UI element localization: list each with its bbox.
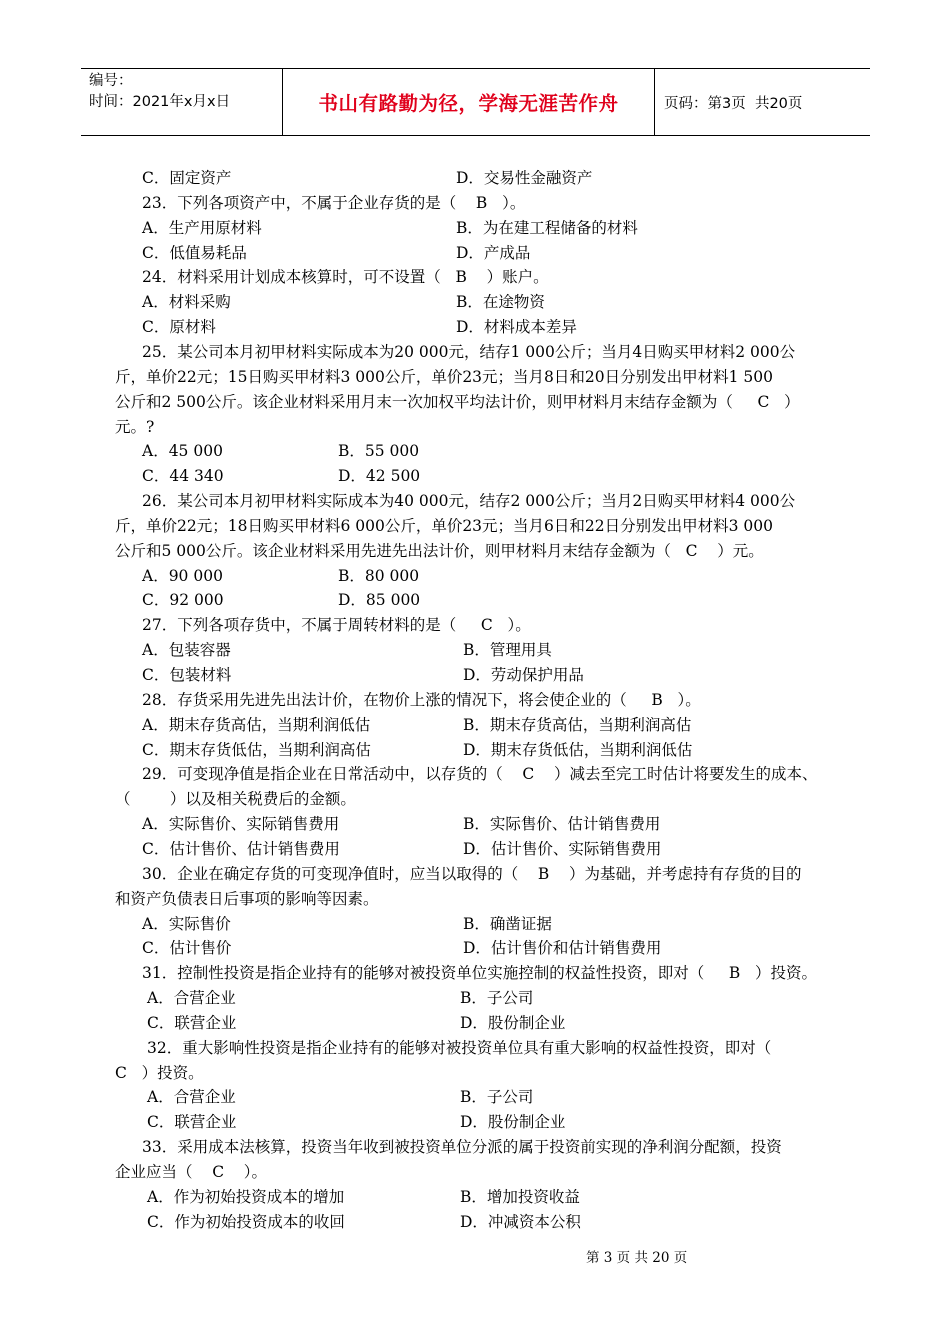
option-row	[0, 1110, 950, 1135]
option-row	[0, 713, 950, 738]
text-line: 28．存货采用先进先出法计价，在物价上涨的情况下，将会使企业的（ B ）。	[142, 690, 701, 709]
text-line: （ ）以及相关税费后的金额。	[115, 790, 356, 809]
question-text-line	[0, 887, 950, 912]
header-meta	[81, 69, 283, 135]
text-line: 和资产负债表日后事项的影响等因素。	[115, 889, 379, 908]
option-row	[0, 439, 950, 464]
option-right: B．在途物资	[456, 293, 545, 312]
text-line: 斤，单价22元；15日购买甲材料3 000公斤，单价23元；当月8日和20日分别发出甲材料1 500	[115, 367, 774, 386]
question-text-line	[0, 688, 950, 713]
option-row	[0, 290, 950, 315]
option-left: A．生产用原材料	[142, 218, 262, 237]
option-left: A．实际售价、实际销售费用	[142, 815, 340, 834]
option-left: A．45 000	[142, 442, 223, 461]
option-row	[0, 738, 950, 763]
option-row	[0, 912, 950, 937]
header-page-info: 页码：第3页 共20页	[664, 95, 803, 112]
option-left: C．期末存货低估，当期利润高估	[142, 740, 371, 759]
option-left: C．低值易耗品	[142, 243, 247, 262]
text-line: 公斤和5 000公斤。该企业材料采用先进先出法计价，则甲材料月末结存金额为（ C ）元。	[115, 541, 764, 560]
option-right: D．股份制企业	[460, 1113, 566, 1132]
option-right: D．85 000	[338, 591, 421, 610]
text-line: 公斤和2 500公斤。该企业材料采用月末一次加权平均法计价，则甲材料月末结存金额为（ C ）	[115, 392, 800, 411]
option-left: C．44 340	[142, 467, 224, 486]
option-row	[0, 638, 950, 663]
question-text-line	[0, 514, 950, 539]
text-line: 31．控制性投资是指企业持有的能够对被投资单位实施控制的权益性投资，即对（ B ）投资。	[142, 964, 818, 983]
option-right: B．期末存货高估，当期利润高估	[463, 715, 692, 734]
option-row	[0, 986, 950, 1011]
option-row	[0, 241, 950, 266]
text-line: 32．重大影响性投资是指企业持有的能够对被投资单位具有重大影响的权益性投资，即对（	[147, 1038, 772, 1057]
text-line: 30．企业在确定存货的可变现净值时，应当以取得的（ B ）为基础，并考虑持有存货的目的	[142, 864, 802, 883]
text-line: 26．某公司本月初甲材料实际成本为40 000元，结存2 000公斤；当月2日购买甲材料4 000公	[142, 492, 796, 511]
text-line: 24．材料采用计划成本核算时，可不设置（ B ）账户。	[142, 268, 549, 287]
question-text-line	[0, 862, 950, 887]
option-right: D．劳动保护用品	[463, 666, 584, 684]
option-row	[0, 663, 950, 688]
option-left: A．包装容器	[142, 641, 231, 660]
document-header	[81, 68, 870, 136]
option-left: C．原材料	[142, 318, 216, 337]
question-text-line	[0, 1061, 950, 1086]
text-line: 27．下列各项存货中，不属于周转材料的是（ C ）。	[142, 616, 531, 635]
document-date: 时间：2021年x月x日	[89, 94, 231, 110]
question-text-line	[0, 539, 950, 564]
option-right: B．子公司	[460, 1088, 534, 1107]
text-line: 企业应当（ C ）。	[115, 1163, 268, 1181]
option-right: B．80 000	[338, 566, 420, 585]
question-text-line	[0, 489, 950, 514]
text-line: C ）投资。	[115, 1063, 204, 1082]
question-text-line	[0, 1135, 950, 1160]
option-right: D．材料成本差异	[456, 318, 577, 337]
question-text-line	[0, 762, 950, 787]
question-text-line	[0, 787, 950, 812]
option-right: D．交易性金融资产	[456, 169, 593, 187]
option-row	[0, 464, 950, 489]
footer-page-number: 第 3 页 共 20 页	[586, 1250, 688, 1266]
question-text-line	[0, 365, 950, 390]
option-left: A．合营企业	[147, 1088, 236, 1107]
option-right: B．增加投资收益	[460, 1187, 580, 1206]
option-left: C．估计售价	[142, 939, 232, 958]
option-left: C．估计售价、估计销售费用	[142, 839, 340, 858]
option-right: D．冲减资本公积	[460, 1212, 581, 1231]
question-text-line	[0, 961, 950, 986]
question-text-line	[0, 390, 950, 415]
question-text-line	[0, 613, 950, 638]
option-left: C．作为初始投资成本的收回	[147, 1212, 345, 1231]
option-left: A．合营企业	[147, 989, 236, 1008]
option-right: D．产成品	[456, 243, 531, 262]
question-text-line	[0, 1160, 950, 1185]
option-row	[0, 936, 950, 961]
option-left: A．作为初始投资成本的增加	[147, 1187, 345, 1206]
text-line: 33．采用成本法核算，投资当年收到被投资单位分派的属于投资前实现的净利润分配额，投资	[142, 1138, 782, 1157]
option-row	[0, 812, 950, 837]
option-left: C．联营企业	[147, 1113, 237, 1132]
option-right: B．管理用具	[463, 641, 552, 660]
option-row	[0, 564, 950, 589]
option-right: D．估计售价、实际销售费用	[463, 839, 662, 858]
option-row	[0, 166, 950, 191]
option-left: C．包装材料	[142, 666, 232, 684]
option-row	[0, 315, 950, 340]
option-row	[0, 837, 950, 862]
text-line: 斤，单价22元；18日购买甲材料6 000公斤，单价23元；当月6日和22日分别发出甲材料3 000	[115, 516, 774, 535]
option-left: A．实际售价	[142, 914, 231, 933]
option-right: D．股份制企业	[460, 1013, 566, 1032]
option-right: B．实际售价、估计销售费用	[463, 815, 661, 834]
document-number-label: 编号：	[89, 73, 133, 89]
option-row	[0, 1011, 950, 1036]
option-left: A．90 000	[142, 566, 223, 585]
question-text-line	[0, 265, 950, 290]
option-left: C．92 000	[142, 591, 224, 610]
option-left: C．固定资产	[142, 169, 232, 187]
option-right: D．期末存货低估，当期利润低估	[463, 740, 693, 759]
option-right: B．子公司	[460, 989, 534, 1008]
text-line: 元。?	[115, 417, 155, 436]
option-left: A．期末存货高估，当期利润低估	[142, 715, 371, 734]
option-right: B．为在建工程储备的材料	[456, 218, 638, 237]
option-row	[0, 1085, 950, 1110]
option-row	[0, 216, 950, 241]
question-text-line	[0, 1036, 950, 1061]
option-right: B．确凿证据	[463, 914, 552, 933]
question-text-line	[0, 340, 950, 365]
option-left: C．联营企业	[147, 1013, 237, 1032]
text-line: 29．可变现净值是指企业在日常活动中，以存货的（ C ）减去至完工时估计将要发生的成本、	[142, 765, 818, 784]
question-text-line	[0, 415, 950, 440]
text-line: 23．下列各项资产中，不属于企业存货的是（ B ）。	[142, 193, 526, 212]
header-motto: 书山有路勤为径，学海无涯苦作舟	[283, 69, 655, 135]
option-right: B．55 000	[338, 442, 420, 461]
option-right: D．42 500	[338, 467, 421, 486]
option-row	[0, 588, 950, 613]
option-row	[0, 1210, 950, 1235]
question-text-line	[0, 191, 950, 216]
option-row	[0, 1185, 950, 1210]
text-line: 25．某公司本月初甲材料实际成本为20 000元，结存1 000公斤；当月4日购买甲材料2 000公	[142, 342, 796, 361]
option-left: A．材料采购	[142, 293, 231, 312]
option-right: D．估计售价和估计销售费用	[463, 939, 662, 958]
